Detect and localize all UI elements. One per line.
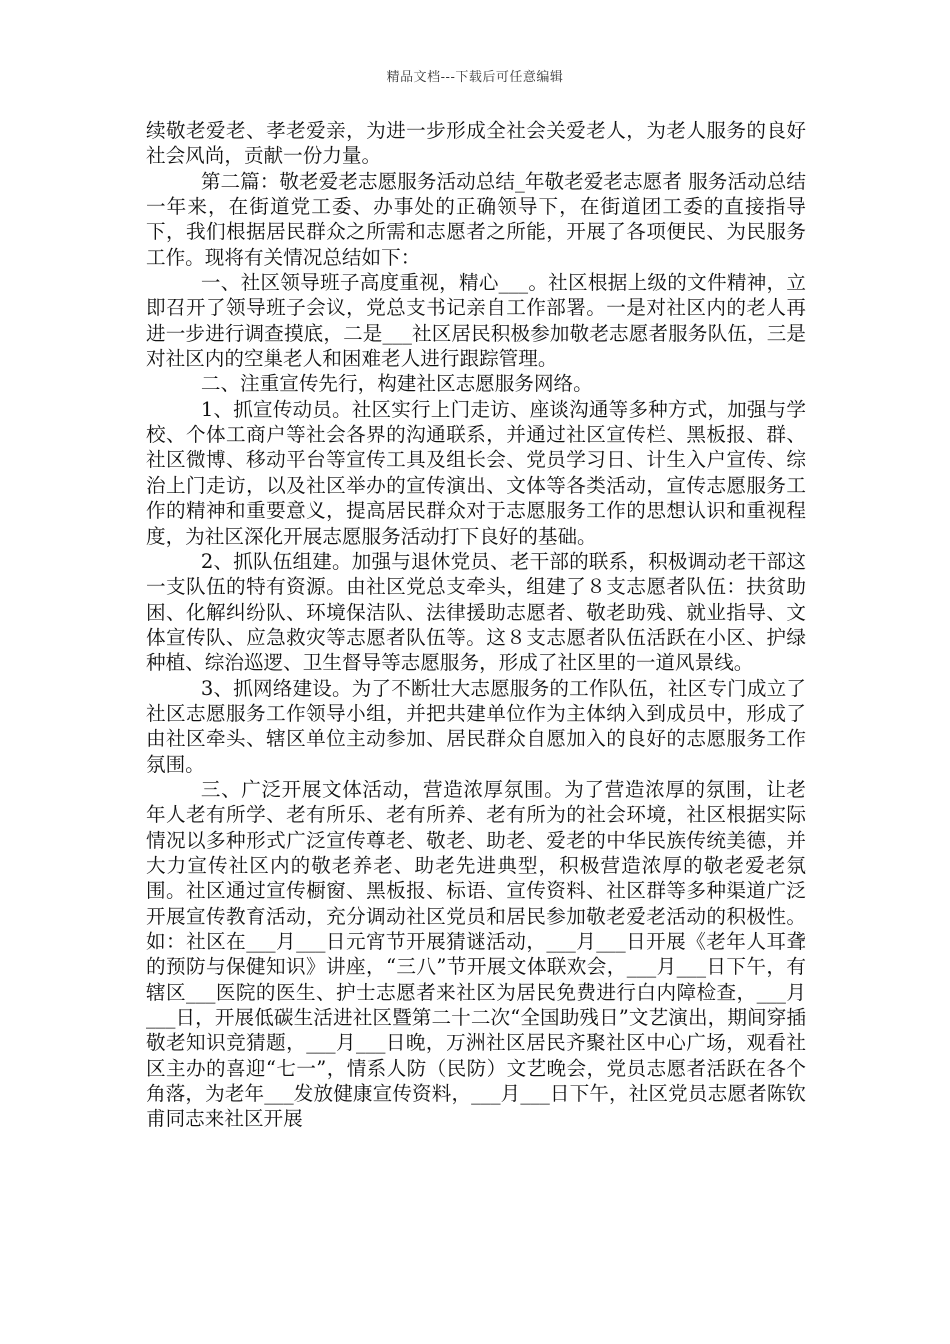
paragraph-intro-continuation: 续敬老爱老、孝老爱亲，为进一步形成全社会关爱老人，为老人服务的良好社会风尚，贡献一份力量。 bbox=[146, 119, 806, 168]
paragraph-second-article-intro: 第二篇：敬老爱老志愿服务活动总结_年敬老爱老志愿者 服务活动总结 一年来，在街道党工委、办事处的正确领导下，在街道团工委的直接指导下，我们根据居民群众之所需和志愿者之所能，开展了各项便民、为民服务工作。现将有关情况总结如下： bbox=[146, 169, 806, 269]
paragraph-section-three: 三、广泛开展文体活动，营造浓厚氛围。为了营造浓厚的氛围，让老年人老有所学、老有所乐、老有所养、老有所为的社会环境，社区根据实际情况以多种形式广泛宣传尊老、敬老、助老、爱老的中华民族传统美德，并大力宣传社区内的敬老养老、助老先进典型，积极营造浓厚的敬老爱老氛围。社区通过宣传橱窗、黑板报、标语、宣传资料、社区群等多种渠道广泛开展宣传教育活动，充分调动社区党员和居民参加敬老爱老活动的积极性。如：社区在___月___日元宵节开展猜谜活动，___月___日开展《老年人耳聋的预防与保健知识》讲座，“三八”节开展文体联欢会，___月___日下午，有辖区___医院的医生、护士志愿者来社区为居民免费进行白内障检查，___月___日，开展低碳生活进社区暨第二十二次“全国助残日”文艺演出，期间穿插敬老知识竞猜题，___月___日晚，万洲社区居民齐聚社区中心广场，观看社区主办的喜迎“七一”，情系人防（民防）文艺晚会，党员志愿者活跃在各个角落，为老年___发放健康宣传资料，___月___日下午，社区党员志愿者陈钦甫同志来社区开展 bbox=[146, 777, 806, 1131]
paragraph-network-building: 3、抓网络建设。为了不断壮大志愿服务的工作队伍，社区专门成立了社区志愿服务工作领导小组，并把共建单位作为主体纳入到成员中，形成了由社区牵头、辖区单位主动参加、居民群众自愿加入的良好的志愿服务工作氛围。 bbox=[146, 676, 806, 776]
paragraph-section-two-heading: 二、注重宣传先行，构建社区志愿服务网络。 bbox=[200, 372, 593, 396]
paragraph-publicity: 1、抓宣传动员。社区实行上门走访、座谈沟通等多种方式，加强与学校、个体工商户等社会各界的沟通联系，并通过社区宣传栏、黑板报、群、社区微博、移动平台等宣传工具及组长会、党员学习日、计生入户宣传、综治上门走访，以及社区举办的宣传演出、文体等各类活动，宣传志愿服务工作的精神和重要意义，提高居民群众对于志愿服务工作的思想认识和重视程度，为社区深化开展志愿服务活动打下良好的基础。 bbox=[146, 397, 806, 548]
page-header: 精品文档---下载后可任意编辑 bbox=[386, 70, 564, 85]
paragraph-team-building: 2、抓队伍组建。加强与退休党员、老干部的联系，积极调动老干部这一支队伍的特有资源。由社区党总支牵头，组建了８支志愿者队伍：扶贫助困、化解纠纷队、环境保洁队、法律援助志愿者、敬老助残、就业指导、文体宣传队、应急救灾等志愿者队伍等。这８支志愿者队伍活跃在小区、护绿种植、综治巡逻、卫生督导等志愿服务，形成了社区里的一道风景线。 bbox=[146, 549, 806, 675]
paragraph-section-one: 一、社区领导班子高度重视，精心___。社区根据上级的文件精神，立即召开了领导班子会议，党总支书记亲自工作部署。一是对社区内的老人再进一步进行调查摸底，二是___社区居民积极参加敬老志愿者服务队伍，三是对社区内的空巢老人和困难老人进行跟踪管理。 bbox=[146, 271, 806, 371]
document-body bbox=[146, 118, 806, 1132]
